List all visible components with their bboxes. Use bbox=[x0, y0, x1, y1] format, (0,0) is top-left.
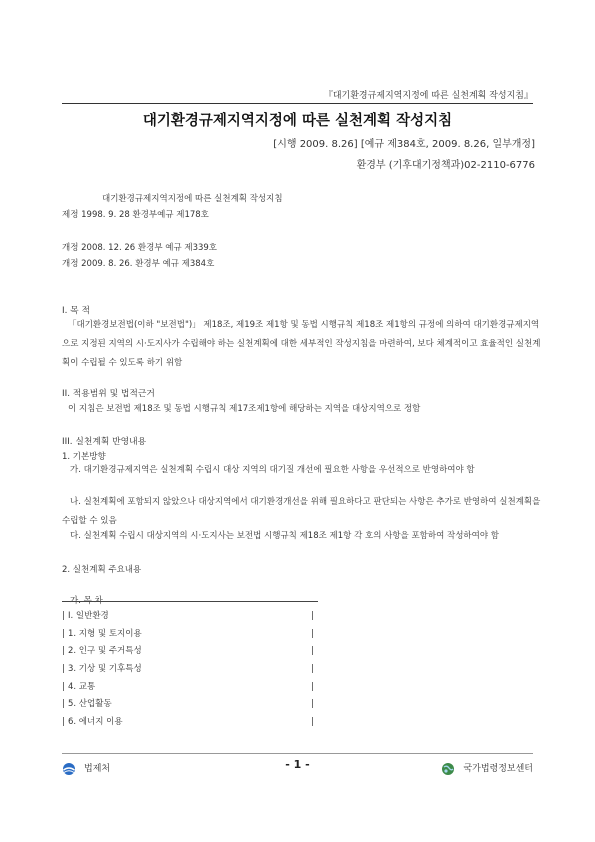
intro-name: 대기환경규제지역지정에 따른 실천계획 작성지침 bbox=[102, 194, 283, 204]
toc-row: | 5. 산업활동 | bbox=[62, 696, 318, 714]
toc-item: 6. 에너지 이용 bbox=[68, 717, 123, 728]
toc-row: | 3. 기상 및 기후특성 | bbox=[62, 661, 318, 679]
item-ga: 가. 대기환경규제지역은 실천계획 수립시 대상 지역의 대기질 개선에 필요한 사항을 우선적으로 반영하여야 함 bbox=[70, 465, 475, 475]
toc-item: 1. 지형 및 토지이용 bbox=[68, 628, 142, 639]
enactment-line: 제정 1998. 9. 28 환경부예규 제178호 bbox=[62, 210, 209, 220]
toc-item: 5. 산업활동 bbox=[68, 699, 112, 710]
revision-line-2: 개정 2009. 8. 26. 환경부 예규 제384호 bbox=[62, 259, 215, 269]
toc-top-border bbox=[62, 601, 318, 602]
enforcement-info: [시행 2009. 8.26] [예규 제384호, 2009. 8.26, 일부개정] bbox=[273, 139, 535, 150]
section-1-text: 「대기환경보전법(이하 "보전법")」 제18조, 제19조 제1항 및 동법 시행규칙 제18조 제1항의 규정에 의하여 대기환경규제지역으로 지정된 지역의 시·도지사가 수립해야 하는 실천계획에 대한 세부적인 작성지침을 마련하여, 보다 체계적이고 효율적인 실천계획이 수립될 수 있도록 하기 위함 bbox=[62, 320, 541, 368]
revision-line-1: 개정 2008. 12. 26 환경부 예규 제339호 bbox=[62, 243, 218, 253]
section-2-heading: II. 적용범위 및 법적근거 bbox=[62, 389, 155, 399]
section-2-text: 이 지침은 보전법 제18조 및 동법 시행규칙 제17조제1항에 해당하는 지역을 대상지역으로 정함 bbox=[68, 404, 421, 414]
toc-row: | 4. 교통 | bbox=[62, 679, 318, 697]
toc-item: 3. 기상 및 기후특성 bbox=[68, 664, 142, 675]
footer-left-label: 법제처 bbox=[84, 764, 111, 774]
toc-row: | I. 일반환경 | bbox=[62, 608, 318, 626]
section-1-heading: I. 목 적 bbox=[62, 306, 90, 316]
subsection-2-heading: 2. 실천계획 주요내용 bbox=[62, 565, 142, 575]
ministry-contact: 환경부 (기후대기정책과)02-2110-6776 bbox=[356, 160, 535, 171]
toc-row: | 6. 에너지 이용 | bbox=[62, 714, 318, 732]
toc-box bbox=[62, 601, 318, 732]
page-number: - 1 - bbox=[285, 758, 310, 771]
toc-item: 2. 인구 및 주거특성 bbox=[68, 646, 142, 657]
item-na: 나. 실천계획에 포함되지 않았으나 대상지역에서 대기환경개선을 위해 필요하다고 판단되는 사항은 추가로 반영하여 실천계획을 수립할 수 있음 bbox=[62, 497, 541, 526]
subsection-1-heading: 1. 기본방향 bbox=[62, 452, 106, 462]
toc-heading: 가. 목 차 bbox=[70, 596, 103, 606]
footer-right bbox=[441, 761, 533, 776]
running-header: 『대기환경규제지역지정에 따른 실천계획 작성지침』 bbox=[323, 91, 533, 101]
section-3-heading: III. 실천계획 반영내용 bbox=[62, 437, 147, 447]
document-title: 대기환경규제지역지정에 따른 실천계획 작성지침 bbox=[142, 113, 453, 129]
law-center-globe-icon bbox=[441, 762, 455, 776]
footer-rule bbox=[62, 753, 533, 754]
toc-row: | 1. 지형 및 토지이용 | bbox=[62, 626, 318, 644]
header-rule bbox=[62, 103, 533, 104]
footer-right-label: 국가법령정보센터 bbox=[463, 764, 533, 774]
toc-row: | 2. 인구 및 주거특성 | bbox=[62, 643, 318, 661]
item-da: 다. 실천계획 수립시 대상지역의 시·도지사는 보전법 시행규칙 제18조 제1항 각 호의 사항을 포함하여 작성하여야 함 bbox=[70, 531, 499, 541]
toc-item: 4. 교통 bbox=[68, 681, 96, 692]
toc-item: I. 일반환경 bbox=[68, 611, 109, 621]
